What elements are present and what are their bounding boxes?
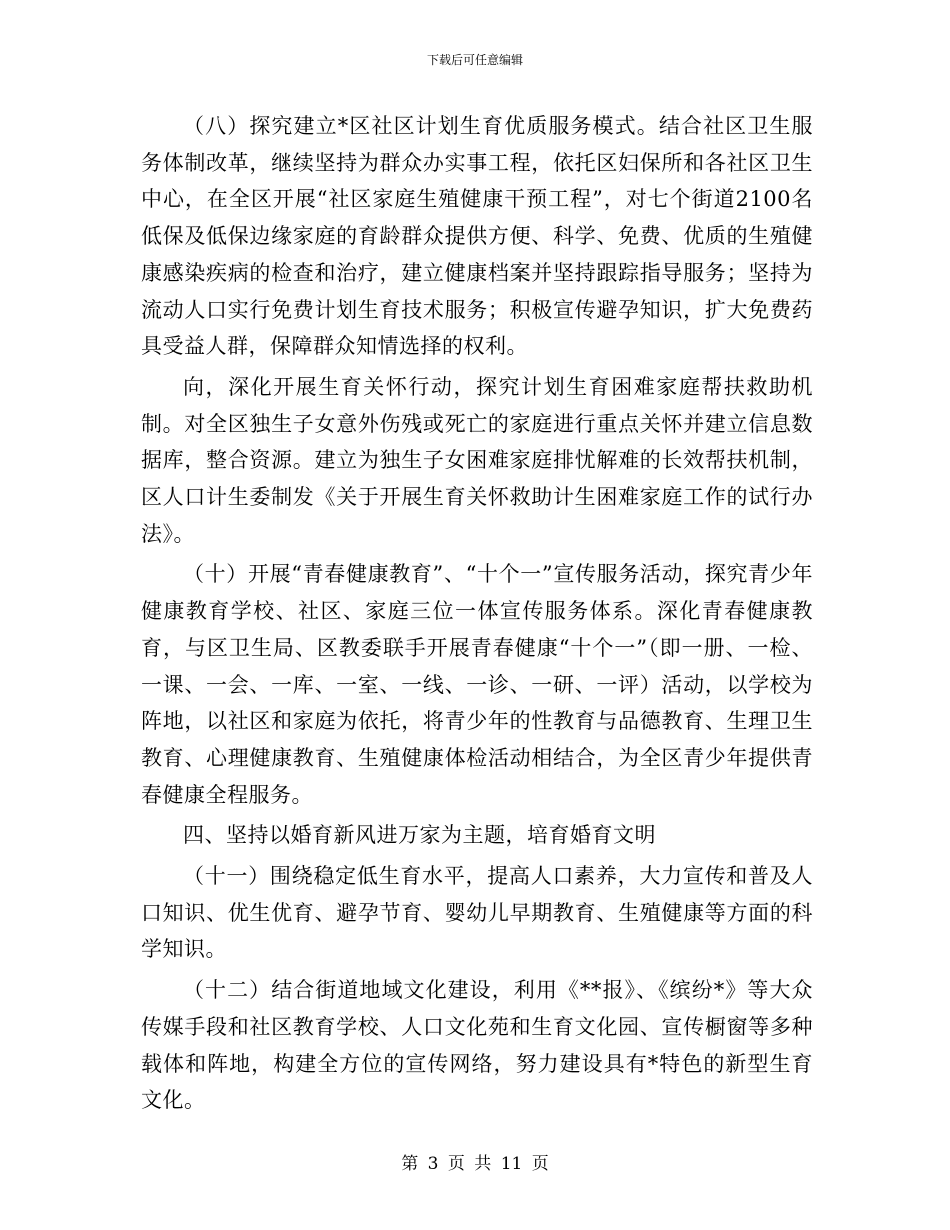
section-heading-4: 四、坚持以婚育新风进万家为主题，培育婚育文明	[183, 823, 656, 848]
paragraph-11: （十一）围绕稳定低生育水平，提高人口素养，大力宣传和普及人口知识、优生优育、避孕节育、婴幼儿早期教育、生殖健康等方面的科学知识。	[141, 864, 813, 962]
document-body	[141, 108, 813, 1123]
page-number: 第 3 页 共 11 页	[401, 1154, 549, 1174]
paragraph-12: （十二）结合街道地域文化建设，利用《**报》、《缤纷*》等大众传媒手段和社区教育学校、人口文化苑和生育文化园、宣传橱窗等多种载体和阵地，构建全方位的宣传网络，努力建设具有*特色的新型生育文化。	[141, 978, 813, 1113]
paragraph-10: （十）开展“青春健康教育”、“十个一”宣传服务活动，探究青少年健康教育学校、社区、家庭三位一体宣传服务体系。深化青春健康教育，与区卫生局、区教委联手开展青春健康“十个一”（即一册、一检、一课、一会、一库、一室、一线、一诊、一研、一评）活动，以学校为阵地，以社区和家庭为依托，将青少年的性教育与品德教育、生理卫生教育、心理健康教育、生殖健康体检活动相结合，为全区青少年提供青春健康全程服务。	[141, 562, 813, 807]
page-header: 下载后可任意编辑	[426, 53, 523, 67]
paragraph-8: （八）探究建立*区社区计划生育优质服务模式。结合社区卫生服务体制改革，继续坚持为群众办实事工程，依托区妇保所和各社区卫生中心，在全区开展“社区家庭生殖健康干预工程”，对七个街道2100名低保及低保边缘家庭的育龄群众提供方便、科学、免费、优质的生殖健康感染疾病的检查和治疗，建立健康档案并坚持跟踪指导服务；坚持为流动人口实行免费计划生育技术服务；积极宣传避孕知识，扩大免费药具受益人群，保障群众知情选择的权利。	[141, 114, 813, 359]
paragraph-9: 向，深化开展生育关怀行动，探究计划生育困难家庭帮扶救助机制。对全区独生子女意外伤残或死亡的家庭进行重点关怀并建立信息数据库，整合资源。建立为独生子女困难家庭排忧解难的长效帮扶机制，区人口计生委制发《关于开展生育关怀救助计生困难家庭工作的试行办法》。	[141, 374, 813, 546]
